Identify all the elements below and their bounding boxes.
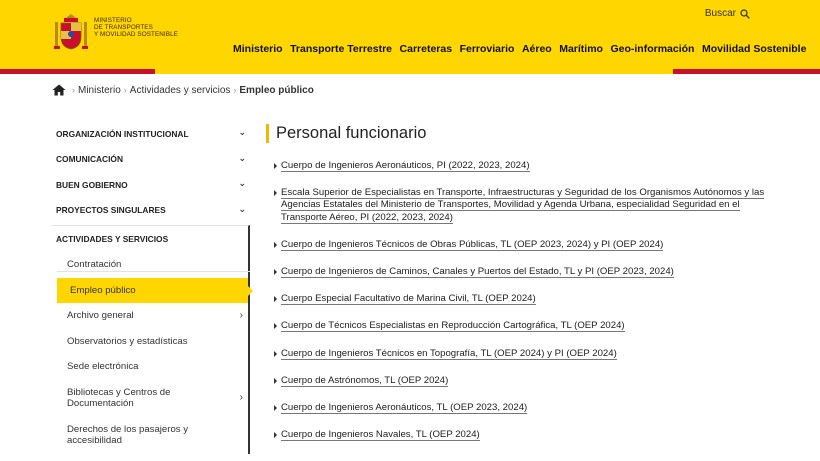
list-item[interactable] bbox=[274, 239, 766, 251]
chevron-right-icon: › bbox=[239, 310, 243, 321]
sidebar-item-label: Empleo público bbox=[70, 284, 136, 296]
nav-ministerio[interactable]: Ministerio bbox=[233, 43, 283, 55]
chevron-down-icon: ⌄ bbox=[238, 203, 246, 214]
sidebar-section-label: COMUNICACIÓN bbox=[56, 154, 123, 165]
link-text[interactable]: Cuerpo de Ingenieros Aeronáuticos, TL (OEP 2023, 2024) bbox=[281, 402, 528, 414]
sidebar-submenu bbox=[52, 252, 250, 454]
ministry-line-2: DE TRANSPORTES bbox=[94, 24, 153, 31]
sidebar-item-label: Contratación bbox=[67, 259, 122, 270]
ministry-name bbox=[94, 17, 178, 38]
sidebar-item-label: Bibliotecas y Centros de Documentación bbox=[67, 386, 171, 409]
nav-movilidad-sostenible[interactable]: Movilidad Sostenible bbox=[701, 43, 807, 55]
sidebar-section-label: ACTIVIDADES Y SERVICIOS bbox=[56, 234, 169, 244]
sidebar-section-buen-gobierno[interactable] bbox=[52, 172, 250, 198]
breadcrumb-actividades[interactable]: Actividades y servicios bbox=[129, 84, 231, 96]
chevron-right-icon: › bbox=[239, 392, 243, 404]
sidebar-item-derechos-pasajeros[interactable] bbox=[52, 417, 248, 454]
header-red-stripe-right bbox=[673, 69, 820, 74]
sidebar-section-label: BUEN GOBIERNO bbox=[56, 179, 128, 190]
sidebar-item-label: Derechos de los pasajeros y accesibilidad bbox=[67, 423, 189, 446]
sidebar-section-actividades[interactable] bbox=[52, 225, 250, 252]
chevron-down-icon: ⌄ bbox=[238, 127, 246, 137]
list-item[interactable] bbox=[274, 320, 766, 332]
sidebar-section-organizacion[interactable] bbox=[52, 121, 250, 147]
ministry-logo[interactable] bbox=[52, 12, 178, 54]
sidebar-item-bibliotecas[interactable] bbox=[52, 380, 248, 417]
main-content bbox=[266, 124, 766, 456]
page-title: Personal funcionario bbox=[266, 124, 766, 143]
sidebar-item-observatorios[interactable] bbox=[52, 329, 248, 355]
sidebar-item-label: Archivo general bbox=[67, 310, 134, 321]
link-text[interactable]: Cuerpo Especial Facultativo de Marina Civil, TL (OEP 2024) bbox=[281, 293, 536, 305]
sidebar-section-comunicacion[interactable] bbox=[52, 147, 250, 173]
sidebar-item-label: Sede electrónica bbox=[67, 361, 139, 372]
chevron-down-icon: ⌄ bbox=[238, 178, 246, 188]
search-icon bbox=[740, 9, 750, 19]
sidebar-section-label: ORGANIZACIÓN INSTITUCIONAL bbox=[56, 128, 189, 139]
list-item[interactable] bbox=[274, 375, 766, 387]
link-text[interactable]: Cuerpo de Técnicos Especialistas en Reproducción Cartográfica, TL (OEP 2024) bbox=[281, 320, 625, 332]
link-text[interactable]: Cuerpo de Ingenieros Navales, TL (OEP 2024) bbox=[281, 429, 480, 441]
nav-maritimo[interactable]: Marítimo bbox=[559, 43, 603, 55]
main-nav bbox=[233, 43, 814, 55]
breadcrumb-separator: › bbox=[233, 85, 237, 95]
chevron-down-icon: ⌄ bbox=[238, 152, 246, 163]
sidebar-divider bbox=[57, 271, 250, 272]
breadcrumb-current: Empleo público bbox=[239, 84, 314, 96]
sidebar-item-label: Observatorios y estadísticas bbox=[67, 335, 188, 347]
ministry-line-3: Y MOVILIDAD SOSTENIBLE bbox=[94, 31, 178, 38]
link-list bbox=[274, 160, 766, 441]
coat-of-arms-icon bbox=[52, 12, 90, 54]
list-item[interactable] bbox=[274, 429, 766, 441]
home-icon[interactable] bbox=[52, 84, 66, 96]
link-text[interactable]: Cuerpo de Astrónomos, TL (OEP 2024) bbox=[281, 374, 449, 386]
nav-ferroviario[interactable]: Ferroviario bbox=[459, 43, 515, 55]
sidebar bbox=[52, 121, 250, 454]
breadcrumb-separator: › bbox=[123, 85, 127, 95]
nav-geo-informacion[interactable]: Geo-información bbox=[610, 43, 695, 55]
search-label: Buscar bbox=[704, 8, 736, 19]
list-item[interactable] bbox=[274, 293, 766, 305]
ministry-line-1: MINISTERIO bbox=[94, 17, 132, 24]
sidebar-item-empleo-publico[interactable] bbox=[57, 278, 248, 304]
nav-carreteras[interactable]: Carreteras bbox=[399, 43, 453, 55]
sidebar-section-proyectos[interactable] bbox=[52, 198, 250, 224]
link-text[interactable]: Cuerpo de Ingenieros Aeronáuticos, PI (2022, 2023, 2024) bbox=[281, 160, 530, 171]
link-text[interactable]: Cuerpo de Ingenieros Técnicos de Obras Públicas, TL (OEP 2023, 2024) y PI (OEP 2024) bbox=[281, 238, 664, 250]
list-item[interactable] bbox=[274, 348, 766, 360]
link-text[interactable]: Escala Superior de Especialistas en Transporte, Infraestructuras y Seguridad de los Organismos Autónomos y las Agencias Estatales del Ministerio de Transportes, Movilidad y Agenda Urbana, especialidad Seguridad en el Transporte Aéreo, PI (2022, 2023, 2024) bbox=[281, 187, 765, 223]
sidebar-item-contratacion[interactable] bbox=[52, 252, 248, 278]
list-item[interactable] bbox=[274, 402, 766, 414]
breadcrumb bbox=[52, 84, 314, 96]
selected-pointer-icon bbox=[248, 286, 253, 296]
sidebar-item-archivo-general[interactable] bbox=[52, 303, 248, 329]
link-text[interactable]: Cuerpo de Ingenieros Técnicos en Topografía, TL (OEP 2024) y PI (OEP 2024) bbox=[281, 347, 617, 359]
list-item[interactable] bbox=[274, 160, 766, 172]
link-text[interactable]: Cuerpo de Ingenieros de Caminos, Canales y Puertos del Estado, TL y PI (OEP 2023, 2024) bbox=[281, 266, 674, 278]
list-item[interactable] bbox=[274, 187, 766, 224]
sidebar-section-label: PROYECTOS SINGULARES bbox=[56, 205, 166, 216]
breadcrumb-ministerio[interactable]: Ministerio bbox=[78, 84, 121, 96]
nav-transporte-terrestre[interactable]: Transporte Terrestre bbox=[290, 43, 393, 55]
search-button[interactable] bbox=[705, 8, 750, 19]
sidebar-item-sede-electronica[interactable] bbox=[52, 354, 248, 380]
breadcrumb-separator: › bbox=[72, 85, 75, 95]
header-red-stripe-left bbox=[0, 69, 155, 74]
site-header bbox=[0, 0, 820, 74]
list-item[interactable] bbox=[274, 266, 766, 278]
nav-aereo[interactable]: Aéreo bbox=[521, 43, 552, 55]
